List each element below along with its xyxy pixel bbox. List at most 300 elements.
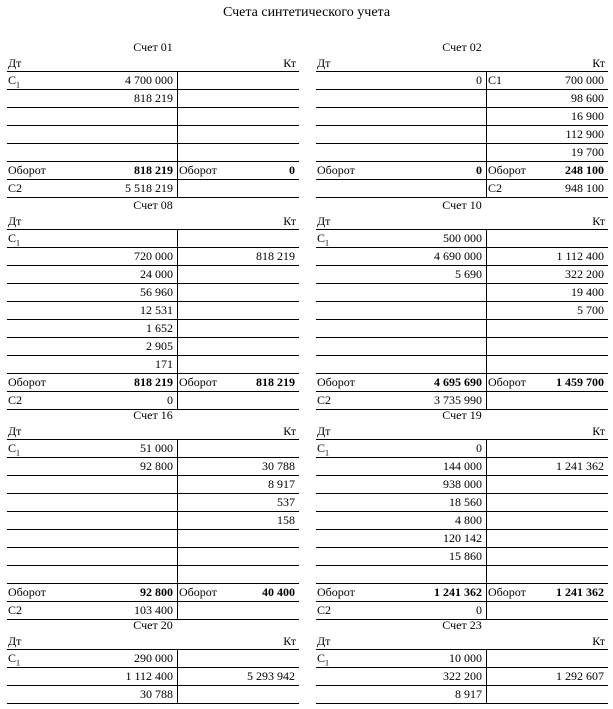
debit-label: Дт <box>317 634 331 648</box>
ledger-row <box>7 266 299 284</box>
credit-label: Кт <box>592 214 605 228</box>
turnover-label: Оборот <box>179 375 217 389</box>
debit-value: 0 <box>476 603 482 617</box>
debit-value: 92 800 <box>140 585 173 599</box>
debit-cell <box>316 162 486 179</box>
account-table <box>316 618 608 704</box>
credit-cell <box>487 458 608 475</box>
debit-cell <box>7 458 177 475</box>
credit-cell <box>178 266 299 283</box>
turnover-label: Оборот <box>8 163 46 177</box>
ledger-row <box>316 338 608 356</box>
debit-cell <box>316 180 486 197</box>
turnover-label: Оборот <box>488 375 526 389</box>
ledger-row <box>316 512 608 530</box>
ledger-row <box>7 126 299 144</box>
credit-cell <box>178 144 299 161</box>
credit-cell <box>487 320 608 337</box>
ledger-row <box>316 266 608 284</box>
credit-value: 8 917 <box>268 477 295 491</box>
debit-cell <box>316 494 486 511</box>
credit-value: 98 600 <box>571 91 604 105</box>
credit-cell <box>487 126 608 143</box>
ledger-row <box>316 494 608 512</box>
debit-credit-header <box>7 423 299 440</box>
credit-cell <box>178 584 299 601</box>
debit-cell <box>7 162 177 179</box>
credit-label: Кт <box>283 56 296 70</box>
ledger-row <box>316 356 608 374</box>
ledger-row <box>316 584 608 602</box>
ledger-row <box>316 144 608 162</box>
debit-cell <box>316 356 486 373</box>
credit-cell <box>178 476 299 493</box>
debit-cell <box>7 602 177 619</box>
ledger-row <box>316 248 608 266</box>
ledger-row <box>316 476 608 494</box>
account-title: Счет 01 <box>133 40 173 54</box>
account-title: Счет 16 <box>133 408 173 422</box>
credit-cell <box>178 162 299 179</box>
credit-cell <box>178 512 299 529</box>
credit-value: 5 700 <box>577 303 604 317</box>
credit-cell <box>487 530 608 547</box>
turnover-label: Оборот <box>8 375 46 389</box>
debit-cell <box>316 650 486 667</box>
debit-cell <box>316 530 486 547</box>
debit-cell <box>316 302 486 319</box>
credit-cell <box>487 108 608 125</box>
opening-balance-subscript: 1 <box>325 448 330 458</box>
debit-value: 1 652 <box>146 321 173 335</box>
credit-value: 5 293 942 <box>247 669 295 683</box>
credit-cell <box>487 548 608 565</box>
account-table <box>316 198 608 410</box>
ledger-row <box>316 90 608 108</box>
credit-value: 30 788 <box>262 459 295 473</box>
debit-cell <box>7 284 177 301</box>
credit-cell <box>178 72 299 89</box>
turnover-label: Оборот <box>488 585 526 599</box>
debit-cell <box>7 548 177 565</box>
opening-balance-subscript: 1 <box>325 658 330 668</box>
debit-value: 3 735 990 <box>434 393 482 407</box>
opening-balance-subscript: 1 <box>325 238 330 248</box>
ledger-row <box>7 512 299 530</box>
ledger-row <box>7 72 299 90</box>
ledger-row <box>7 458 299 476</box>
debit-value: 818 219 <box>134 91 173 105</box>
debit-value: 4 695 690 <box>434 375 482 389</box>
credit-cell <box>487 72 608 89</box>
debit-cell <box>7 566 177 583</box>
credit-cell <box>178 458 299 475</box>
credit-value: 1 112 400 <box>556 249 604 263</box>
debit-value: 4 700 000 <box>125 73 173 87</box>
debit-label: Дт <box>8 424 22 438</box>
account-title: Счет 10 <box>442 198 482 212</box>
debit-cell <box>316 144 486 161</box>
debit-credit-header <box>316 633 608 650</box>
debit-cell <box>7 266 177 283</box>
ledger-row <box>7 284 299 302</box>
debit-cell <box>7 356 177 373</box>
credit-cell <box>487 356 608 373</box>
opening-balance-label: $C_1$ <box>317 651 330 668</box>
debit-cell <box>316 602 486 619</box>
debit-label: Дт <box>8 214 22 228</box>
account-title: Счет 08 <box>133 198 173 212</box>
debit-cell <box>316 320 486 337</box>
closing-balance-label: C2 <box>8 181 23 195</box>
debit-cell <box>316 566 486 583</box>
account-table <box>316 40 608 198</box>
debit-value: 0 <box>476 163 482 177</box>
debit-value: 1 112 400 <box>125 669 173 683</box>
account-table <box>7 198 299 410</box>
turnover-label: Оборот <box>8 585 46 599</box>
opening-balance-subscript: 1 <box>16 448 21 458</box>
account-title: Счет 02 <box>442 40 482 54</box>
credit-value: 1 241 362 <box>556 585 604 599</box>
entry-label: C1 <box>488 73 503 87</box>
debit-cell <box>7 650 177 667</box>
debit-value: 4 690 000 <box>434 249 482 263</box>
credit-label: Кт <box>592 634 605 648</box>
ledger-row <box>316 548 608 566</box>
credit-cell <box>178 338 299 355</box>
credit-cell <box>178 108 299 125</box>
account-title: Счет 19 <box>442 408 482 422</box>
turnover-label: Оборот <box>317 585 355 599</box>
credit-label: Кт <box>283 634 296 648</box>
debit-credit-header <box>7 213 299 230</box>
debit-cell <box>7 668 177 685</box>
credit-cell <box>487 374 608 391</box>
debit-cell <box>7 494 177 511</box>
credit-cell <box>178 686 299 703</box>
debit-value: 56 960 <box>140 285 173 299</box>
debit-value: 938 000 <box>443 477 482 491</box>
page-title: Счета синтетического учета <box>222 5 391 20</box>
opening-balance-label: $C_1$ <box>317 441 330 458</box>
credit-cell <box>487 180 608 197</box>
credit-cell <box>487 512 608 529</box>
credit-cell <box>487 440 608 457</box>
credit-cell <box>178 650 299 667</box>
credit-cell <box>487 566 608 583</box>
debit-value: 2 905 <box>146 339 173 353</box>
credit-cell <box>487 144 608 161</box>
opening-balance-subscript: 1 <box>16 238 21 248</box>
credit-cell <box>178 302 299 319</box>
turnover-label: Оборот <box>179 585 217 599</box>
opening-balance-label: $C_1$ <box>8 231 21 248</box>
ledger-row <box>7 90 299 108</box>
credit-cell <box>178 90 299 107</box>
credit-cell <box>178 126 299 143</box>
credit-cell <box>487 584 608 601</box>
ledger-row <box>316 458 608 476</box>
debit-cell <box>7 108 177 125</box>
ledger-row <box>7 356 299 374</box>
account-table <box>7 618 299 704</box>
account-table <box>7 408 299 620</box>
debit-label: Дт <box>317 56 331 70</box>
ledger-row <box>7 650 299 668</box>
credit-value: 818 219 <box>256 249 295 263</box>
credit-value: 322 200 <box>565 267 604 281</box>
debit-cell <box>7 126 177 143</box>
opening-balance-label: $C_1$ <box>8 441 21 458</box>
ledger-row <box>316 320 608 338</box>
ledger-row <box>7 548 299 566</box>
debit-cell <box>7 374 177 391</box>
credit-label: Кт <box>592 56 605 70</box>
credit-cell <box>178 530 299 547</box>
debit-value: 30 788 <box>140 687 173 701</box>
credit-cell <box>487 90 608 107</box>
ledger-row <box>7 374 299 392</box>
debit-value: 818 219 <box>134 163 173 177</box>
credit-value: 1 292 607 <box>556 669 604 683</box>
ledger-row <box>316 440 608 458</box>
debit-value: 720 000 <box>134 249 173 263</box>
debit-cell <box>316 230 486 247</box>
credit-value: 537 <box>277 495 295 509</box>
debit-cell <box>316 686 486 703</box>
debit-value: 51 000 <box>140 441 173 455</box>
credit-cell <box>487 284 608 301</box>
debit-cell <box>316 374 486 391</box>
debit-cell <box>7 512 177 529</box>
debit-value: 0 <box>476 441 482 455</box>
credit-cell <box>487 686 608 703</box>
credit-cell <box>487 230 608 247</box>
credit-cell <box>178 566 299 583</box>
debit-cell <box>316 440 486 457</box>
debit-credit-header <box>316 55 608 72</box>
ledger-row <box>7 668 299 686</box>
debit-cell <box>316 476 486 493</box>
ledger-row <box>7 320 299 338</box>
debit-value: 5 690 <box>455 267 482 281</box>
ledger-row <box>316 108 608 126</box>
entry-label: C2 <box>488 181 503 195</box>
credit-cell <box>487 338 608 355</box>
debit-value: 1 241 362 <box>434 585 482 599</box>
debit-value: 8 917 <box>455 687 482 701</box>
opening-balance-subscript: 1 <box>16 80 21 90</box>
debit-cell <box>316 584 486 601</box>
debit-cell <box>316 248 486 265</box>
debit-cell <box>7 584 177 601</box>
credit-cell <box>178 180 299 197</box>
credit-cell <box>487 476 608 493</box>
ledger-row <box>316 650 608 668</box>
debit-credit-header <box>316 213 608 230</box>
debit-cell <box>316 338 486 355</box>
debit-value: 5 518 219 <box>125 181 173 195</box>
credit-value: 818 219 <box>256 375 295 389</box>
opening-balance-label: $C_1$ <box>8 73 21 90</box>
credit-value: 948 100 <box>565 181 604 195</box>
turnover-label: Оборот <box>488 163 526 177</box>
closing-balance-label: C2 <box>8 393 23 407</box>
credit-label: Кт <box>592 424 605 438</box>
debit-value: 144 000 <box>443 459 482 473</box>
debit-value: 18 560 <box>449 495 482 509</box>
ledger-row <box>316 668 608 686</box>
debit-value: 0 <box>167 393 173 407</box>
credit-cell <box>487 668 608 685</box>
credit-cell <box>178 440 299 457</box>
ledger-row <box>7 338 299 356</box>
credit-cell <box>487 266 608 283</box>
debit-cell <box>316 72 486 89</box>
ledger-row <box>7 566 299 584</box>
credit-cell <box>178 284 299 301</box>
credit-value: 1 459 700 <box>556 375 604 389</box>
opening-balance-label: $C_1$ <box>8 651 21 668</box>
debit-value: 171 <box>155 357 173 371</box>
credit-value: 112 900 <box>565 127 604 141</box>
debit-value: 322 200 <box>443 669 482 683</box>
credit-value: 248 100 <box>565 163 604 177</box>
debit-cell <box>7 248 177 265</box>
debit-cell <box>7 440 177 457</box>
debit-cell <box>7 144 177 161</box>
credit-value: 0 <box>289 163 295 177</box>
ledger-row <box>316 530 608 548</box>
account-table <box>7 40 299 198</box>
ledger-row <box>7 108 299 126</box>
credit-label: Кт <box>283 424 296 438</box>
debit-cell <box>316 90 486 107</box>
credit-value: 1 241 362 <box>556 459 604 473</box>
credit-value: 158 <box>277 513 295 527</box>
credit-cell <box>487 248 608 265</box>
credit-cell <box>487 494 608 511</box>
debit-cell <box>316 548 486 565</box>
credit-cell <box>178 230 299 247</box>
turnover-label: Оборот <box>317 375 355 389</box>
ledger-row <box>316 126 608 144</box>
debit-value: 500 000 <box>443 231 482 245</box>
debit-cell <box>7 530 177 547</box>
credit-value: 40 400 <box>262 585 295 599</box>
debit-value: 24 000 <box>140 267 173 281</box>
debit-value: 12 531 <box>140 303 173 317</box>
debit-cell <box>316 458 486 475</box>
closing-balance-label: C2 <box>317 603 332 617</box>
debit-label: Дт <box>8 56 22 70</box>
ledger-row <box>316 72 608 90</box>
ledger-row <box>316 686 608 704</box>
credit-value: 19 400 <box>571 285 604 299</box>
credit-cell <box>178 320 299 337</box>
credit-cell <box>178 494 299 511</box>
account-title: Счет 23 <box>442 618 482 632</box>
debit-credit-header <box>316 423 608 440</box>
credit-cell <box>487 392 608 409</box>
credit-cell <box>178 356 299 373</box>
ledger-row <box>316 566 608 584</box>
debit-cell <box>7 320 177 337</box>
debit-credit-header <box>7 633 299 650</box>
opening-balance-subscript: 1 <box>16 658 21 668</box>
account-title: Счет 20 <box>133 618 173 632</box>
ledger-row <box>7 162 299 180</box>
debit-cell <box>316 668 486 685</box>
credit-value: 700 000 <box>565 73 604 87</box>
debit-cell <box>316 392 486 409</box>
credit-label: Кт <box>283 214 296 228</box>
debit-cell <box>7 72 177 89</box>
debit-cell <box>7 90 177 107</box>
debit-label: Дт <box>317 424 331 438</box>
debit-credit-header <box>7 55 299 72</box>
credit-cell <box>178 248 299 265</box>
debit-cell <box>7 686 177 703</box>
ledger-row <box>316 374 608 392</box>
debit-value: 120 142 <box>443 531 482 545</box>
ledger-row <box>7 686 299 704</box>
debit-cell <box>7 230 177 247</box>
ledger-row <box>316 180 608 198</box>
debit-cell <box>7 338 177 355</box>
debit-label: Дт <box>8 634 22 648</box>
ledger-row <box>7 530 299 548</box>
credit-cell <box>178 602 299 619</box>
credit-cell <box>487 162 608 179</box>
ledger-row <box>7 180 299 198</box>
credit-cell <box>178 374 299 391</box>
debit-cell <box>316 126 486 143</box>
ledger-row <box>7 584 299 602</box>
debit-label: Дт <box>317 214 331 228</box>
debit-cell <box>7 302 177 319</box>
debit-value: 818 219 <box>134 375 173 389</box>
closing-balance-label: C2 <box>317 393 332 407</box>
credit-cell <box>178 548 299 565</box>
turnover-label: Оборот <box>317 163 355 177</box>
credit-value: 16 900 <box>571 109 604 123</box>
ledger-row <box>316 284 608 302</box>
debit-value: 103 400 <box>134 603 173 617</box>
ledger-row <box>316 302 608 320</box>
debit-cell <box>316 512 486 529</box>
account-table <box>316 408 608 620</box>
debit-value: 0 <box>476 73 482 87</box>
debit-value: 290 000 <box>134 651 173 665</box>
ledger-row <box>7 440 299 458</box>
closing-balance-label: C2 <box>8 603 23 617</box>
ledger-row <box>7 230 299 248</box>
debit-value: 15 860 <box>449 549 482 563</box>
credit-cell <box>487 650 608 667</box>
debit-cell <box>7 180 177 197</box>
debit-cell <box>316 266 486 283</box>
credit-cell <box>178 392 299 409</box>
debit-cell <box>7 392 177 409</box>
ledger-row <box>316 162 608 180</box>
credit-value: 19 700 <box>571 145 604 159</box>
debit-value: 10 000 <box>449 651 482 665</box>
ledger-row <box>7 248 299 266</box>
debit-value: 92 800 <box>140 459 173 473</box>
ledger-row <box>7 144 299 162</box>
